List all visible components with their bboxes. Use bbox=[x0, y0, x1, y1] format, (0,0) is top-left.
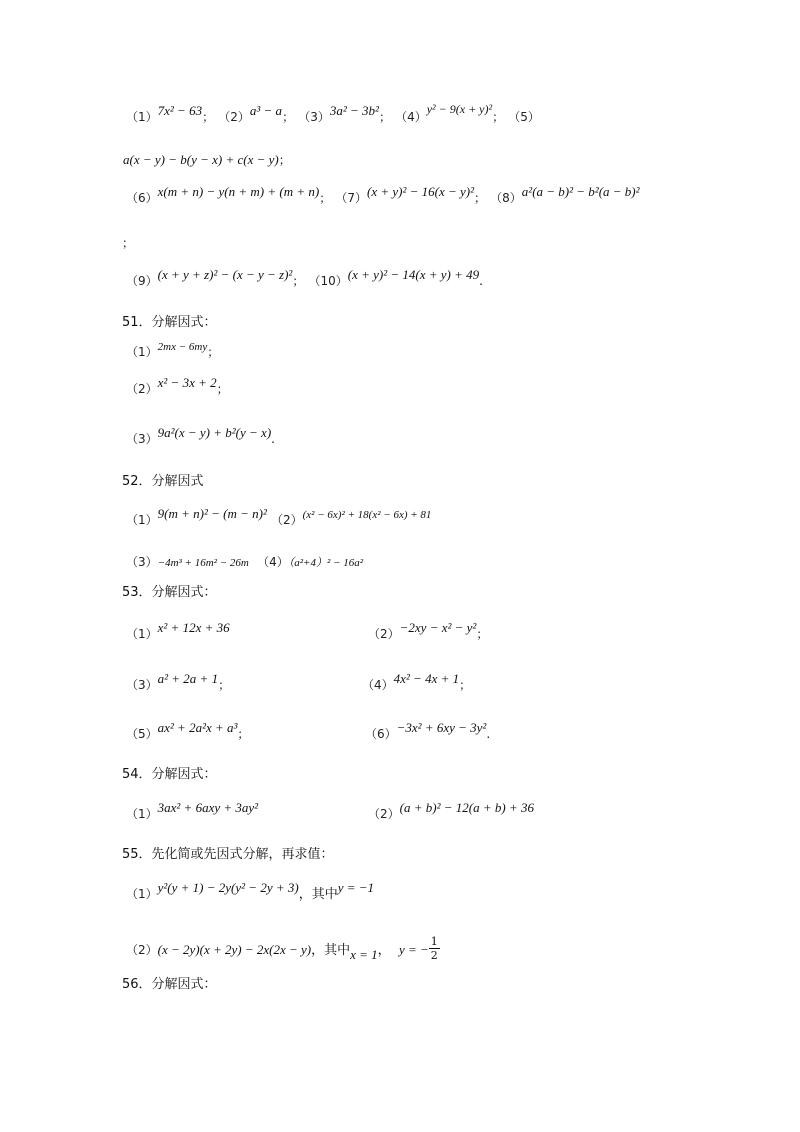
expression: ax² + 2a²x + a³ bbox=[157, 720, 238, 735]
separator: ； bbox=[319, 191, 332, 205]
expression: x² + 12x + 36 bbox=[157, 620, 230, 635]
separator: ； bbox=[202, 110, 215, 124]
item-label: （9） bbox=[126, 274, 158, 288]
item-label: （4） bbox=[362, 678, 394, 692]
separator: ； bbox=[474, 191, 487, 205]
expression: 2mx − 6my bbox=[157, 341, 208, 353]
item-label: （2） bbox=[218, 110, 250, 124]
separator: ； bbox=[492, 110, 505, 124]
q55-item-1 bbox=[126, 880, 375, 904]
expression: −4m³ + 16m² − 26m bbox=[157, 557, 249, 569]
item-label: （1） bbox=[126, 627, 158, 641]
expression: −3x² + 6xy − 3y² bbox=[396, 720, 487, 735]
condition-expression: x = 1 bbox=[350, 947, 378, 962]
item-label: （3） bbox=[126, 555, 158, 569]
item-label: （4） bbox=[395, 110, 427, 124]
separator: . bbox=[486, 727, 491, 741]
separator: ； bbox=[292, 274, 305, 288]
q53-item-3 bbox=[126, 671, 231, 695]
item-label: （1） bbox=[126, 345, 158, 359]
separator: ； bbox=[218, 678, 231, 692]
expression: 9a²(x − y) + b²(y − x) bbox=[157, 425, 272, 440]
separator: ， bbox=[377, 943, 391, 958]
question-56-title: 56．分解因式： bbox=[122, 977, 217, 992]
q51-item-2 bbox=[126, 375, 229, 399]
item-label: （2） bbox=[368, 807, 400, 821]
expression: (x + y + z)² − (x − y − z)² bbox=[157, 267, 293, 282]
item-label: （2） bbox=[126, 943, 158, 957]
p50-line-4 bbox=[122, 234, 134, 253]
item-label: （4） bbox=[257, 555, 289, 569]
expression: a²(a − b)² − b²(a − b)² bbox=[521, 184, 640, 199]
q51-item-3 bbox=[126, 425, 275, 449]
expression: (x − 2y)(x + 2y) − 2x(2x − y) bbox=[157, 942, 312, 957]
expression: (a + b)² − 12(a + b) + 36 bbox=[399, 800, 534, 815]
separator: ； bbox=[459, 678, 472, 692]
separator: ； bbox=[378, 110, 391, 124]
q53-item-5 bbox=[126, 720, 250, 744]
condition-text: ，其中 bbox=[311, 943, 351, 958]
separator: ； bbox=[278, 153, 291, 167]
expression: (x + y)² − 14(x + y) + 49 bbox=[347, 267, 480, 282]
question-51-title: 51．分解因式： bbox=[122, 315, 217, 330]
q53-item-6 bbox=[365, 720, 491, 744]
q54-item-1 bbox=[126, 800, 259, 824]
expression: x² − 3x + 2 bbox=[157, 375, 217, 390]
q52-items-1-2 bbox=[126, 506, 432, 530]
item-label: （3） bbox=[298, 110, 330, 124]
expression: a(x − y) − b(y − x) + c(x − y) bbox=[123, 152, 279, 167]
q51-item-1 bbox=[126, 343, 219, 362]
item-label: （2） bbox=[126, 382, 158, 396]
item-label: （8） bbox=[490, 191, 522, 205]
p50-line-2 bbox=[123, 151, 291, 170]
expression: a³ − a bbox=[249, 103, 283, 118]
expression: y²(y + 1) − 2y(y² − 2y + 3) bbox=[157, 880, 299, 895]
q53-item-1 bbox=[126, 620, 230, 644]
separator: ； bbox=[216, 382, 229, 396]
p50-line-3 bbox=[126, 184, 640, 208]
expression: y² − 9(x + y)² bbox=[426, 102, 493, 116]
item-label: （1） bbox=[126, 513, 158, 527]
item-label: （1） bbox=[126, 887, 158, 901]
expression: a² + 2a + 1 bbox=[157, 671, 219, 686]
condition-expression: y = − bbox=[398, 942, 429, 957]
expression: （a²+4）² − 16a² bbox=[288, 557, 363, 569]
expression: −2xy − x² − y² bbox=[399, 620, 477, 635]
item-label: （2） bbox=[271, 513, 303, 527]
question-54-title: 54．分解因式： bbox=[122, 767, 217, 782]
expression: (x² − 6x)² + 18(x² − 6x) + 81 bbox=[302, 509, 432, 521]
separator: ； bbox=[122, 236, 135, 250]
p50-line-5 bbox=[126, 267, 483, 291]
separator: ； bbox=[476, 627, 489, 641]
separator: ； bbox=[282, 110, 295, 124]
expression: 3a² − 3b² bbox=[329, 103, 379, 118]
q55-item-2 bbox=[126, 937, 440, 964]
fraction-numerator: 1 bbox=[430, 935, 438, 948]
item-label: （6） bbox=[365, 727, 397, 741]
item-label: （3） bbox=[126, 432, 158, 446]
expression: x(m + n) − y(n + m) + (m + n) bbox=[157, 184, 320, 199]
expression: 7x² − 63 bbox=[157, 103, 203, 118]
condition-text: ，其中 bbox=[298, 887, 338, 902]
item-label: （3） bbox=[126, 678, 158, 692]
fraction-denominator: 2 bbox=[430, 949, 438, 962]
q53-item-2 bbox=[368, 620, 489, 644]
q52-items-3-4 bbox=[126, 553, 363, 572]
item-label: （7） bbox=[335, 191, 367, 205]
expression: 9(m + n)² − (m − n)² bbox=[157, 506, 267, 521]
p50-line-1 bbox=[126, 102, 540, 127]
item-label: （5） bbox=[126, 727, 158, 741]
expression: 4x² − 4x + 1 bbox=[393, 671, 460, 686]
fraction-one-half bbox=[429, 935, 440, 962]
item-label: （6） bbox=[126, 191, 158, 205]
question-55-title: 55．先化简或先因式分解，再求值： bbox=[122, 847, 334, 862]
separator: ； bbox=[207, 345, 220, 359]
condition-expression: y = −1 bbox=[337, 880, 375, 895]
question-53-title: 53．分解因式： bbox=[122, 585, 217, 600]
separator: . bbox=[271, 432, 275, 446]
item-label: （2） bbox=[368, 627, 400, 641]
separator: ； bbox=[237, 727, 250, 741]
item-label: （1） bbox=[126, 110, 158, 124]
q54-item-2 bbox=[368, 800, 534, 824]
expression: (x + y)² − 16(x − y)² bbox=[366, 184, 474, 199]
q53-item-4 bbox=[362, 671, 472, 695]
separator: . bbox=[479, 274, 483, 288]
question-52-title: 52．分解因式 bbox=[122, 474, 204, 489]
item-label: （5） bbox=[508, 110, 540, 124]
item-label: （10） bbox=[308, 274, 348, 288]
expression: 3ax² + 6axy + 3ay² bbox=[157, 800, 259, 815]
item-label: （1） bbox=[126, 807, 158, 821]
